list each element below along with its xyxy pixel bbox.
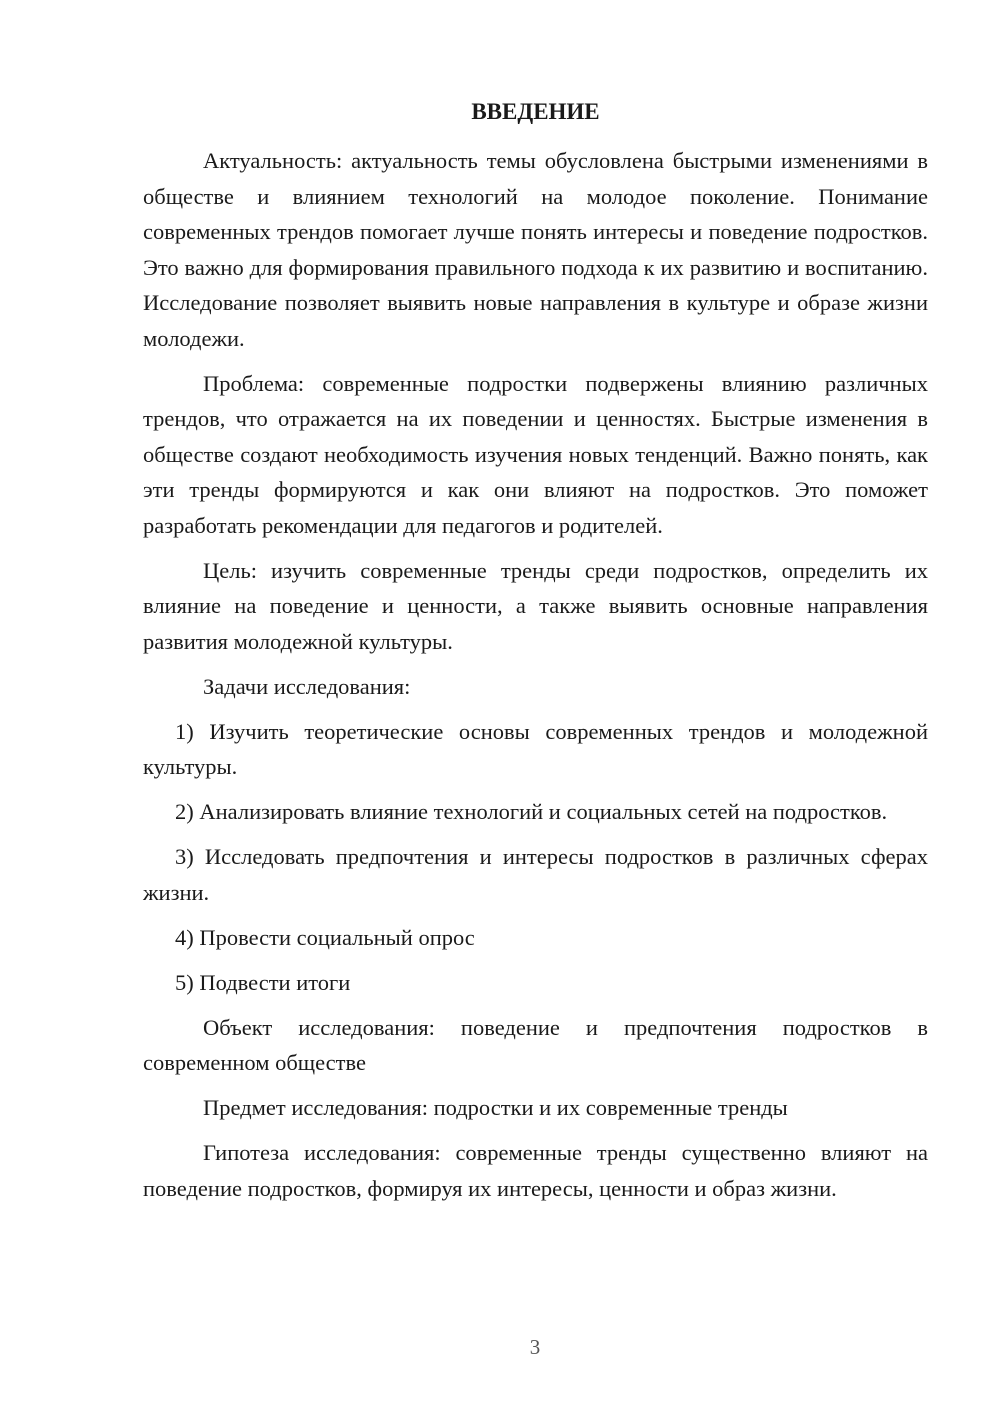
task-item-3: 3) Исследовать предпочтения и интересы подростков в различных сферах жизни. — [143, 844, 928, 905]
paragraph-tasks-heading: Задачи исследования: — [203, 673, 411, 699]
document-body — [143, 143, 928, 1206]
paragraph-goal: Цель: изучить современные тренды среди подростков, определить их влияние на поведение и ценности, а также выявить основные направления развития молодежной культуры. — [143, 557, 928, 654]
task-item-5: 5) Подвести итоги — [175, 969, 351, 995]
paragraph-problem: Проблема: современные подростки подвержены влиянию различных трендов, что отражается на их поведении и ценностях. Быстрые изменения в обществе создают необходимость изучения новых тенденций. Важно понять, как эти тренды формируются и как они влияют на подростков. Это поможет разработать рекомендации для педагогов и родителей. — [143, 370, 928, 538]
page-number: 3 — [529, 1335, 541, 1359]
paragraph-subject: Предмет исследования: подростки и их современные тренды — [203, 1095, 788, 1120]
section-title: ВВЕДЕНИЕ — [471, 99, 600, 124]
task-item-1: 1) Изучить теоретические основы современных трендов и молодежной культуры. — [143, 718, 928, 779]
paragraph-object: Объект исследования: поведение и предпочтения подростков в современном обществе — [143, 1014, 928, 1075]
task-item-2: 2) Анализировать влияние технологий и социальных сетей на подростков. — [175, 799, 888, 824]
task-item-4: 4) Провести социальный опрос — [175, 924, 475, 950]
paragraph-relevance: Актуальность: актуальность темы обусловлена быстрыми изменениями в обществе и влиянием технологий на молодое поколение. Понимание современных трендов помогает лучше понять интересы и поведение подростков. Это важно для формирования правильного подхода к их развитию и воспитанию. Исследование позволяет выявить новые направления в культуре и образе жизни молодежи. — [143, 148, 928, 351]
paragraph-hypothesis: Гипотеза исследования: современные тренды существенно влияют на поведение подростков, формируя их интересы, ценности и образ жизни. — [143, 1140, 928, 1201]
